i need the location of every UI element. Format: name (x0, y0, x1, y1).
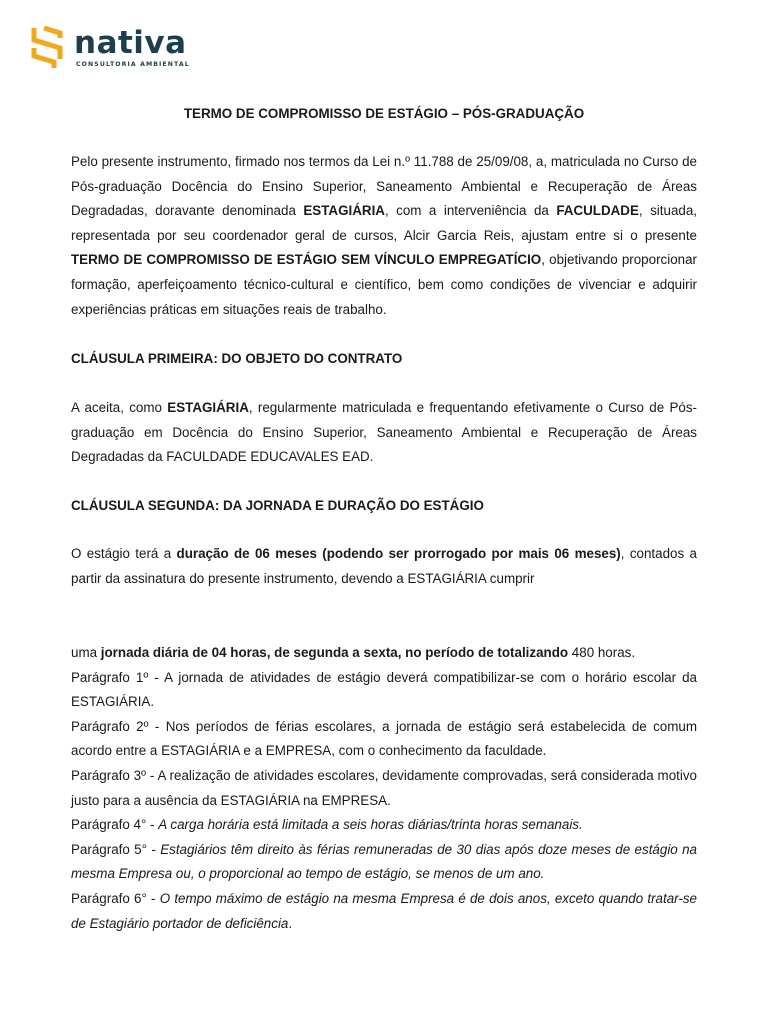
logo-subtitle: CONSULTORIA AMBIENTAL (76, 61, 190, 68)
paragraph-2-label: Parágrafo 2º - (71, 718, 166, 734)
paragraph-1 (71, 666, 697, 715)
clause1-bold-1: ESTAGIÁRIA (167, 400, 249, 415)
paragraph-6-label: Parágrafo 6° - (71, 890, 160, 906)
intro-text-3: , situada, representada por seu coordenador geral de cursos, Alcir Garcia Reis, ajustam entre si o presente (71, 203, 698, 243)
continuation-bold-1: jornada diária de 04 horas, de segunda a sexta, no período de totalizando (100, 645, 569, 660)
paragraph-4 (71, 813, 697, 838)
paragraph-5-label: Parágrafo 5° - (71, 841, 161, 857)
clause1-paragraph (71, 396, 697, 470)
paragraph-4-text: A carga horária está limitada a seis horas diárias/trinta horas semanais. (158, 817, 583, 833)
clause2-text-1: O estágio terá a (71, 546, 177, 561)
paragraph-5-text: Estagiários têm direito às férias remuneradas de 30 dias após doze meses de estágio na mesma Empresa ou, o proporcional ao tempo de estágio, se menos de um ano. (71, 841, 697, 882)
paragraph-6-text: O tempo máximo de estágio na mesma Empresa é de dois anos, exceto quando tratar-se de Estagiário portador de deficiência (71, 890, 697, 931)
paragraph-2-text: Nos períodos de férias escolares, a jornada de estágio será estabelecida de comum acordo entre a ESTAGIÁRIA e a EMPRESA, com o conhecimento da faculdade. (71, 718, 697, 759)
clause2-heading: CLÁUSULA SEGUNDA: DA JORNADA E DURAÇÃO DO ESTÁGIO (71, 498, 484, 513)
intro-text-4: , objetivando proporcionar formação, aperfeiçoamento técnico-cultural e científico, bem como condições de vivenciar e adquirir experiências práticas em situações reais de trabalho. (71, 252, 698, 317)
paragraph-3-label: Parágrafo 3º - (71, 767, 158, 783)
clause1-text-2: , regularmente matriculada e frequentando efetivamente o Curso de Pós-graduação em Docência do Ensino Superior, Saneamento Ambiental e Recuperação de Áreas Degradadas da FACULDADE EDUCAVALES EAD. (71, 400, 697, 465)
paragraph-2 (71, 715, 697, 764)
paragraph-5 (71, 838, 697, 887)
continuation-text-1: uma (71, 645, 101, 660)
clause2-text-2: , contados a partir da assinatura do presente instrumento, devendo a ESTAGIÁRIA cumprir (71, 546, 697, 586)
logo-name: nativa (74, 25, 187, 61)
continuation-block (71, 641, 697, 936)
intro-paragraph (71, 150, 697, 322)
intro-bold-3: TERMO DE COMPROMISSO DE ESTÁGIO SEM VÍNCULO EMPREGATÍCIO (71, 252, 542, 268)
paragraph-4-label: Parágrafo 4° - (71, 817, 159, 833)
intro-bold-1: ESTAGIÁRIA (303, 203, 385, 219)
document-title: TERMO DE COMPROMISSO DE ESTÁGIO – PÓS-GRADUAÇÃO (183, 106, 585, 121)
clause1-text-1: A aceita, como (71, 400, 168, 415)
intro-text-1: Pelo presente instrumento, firmado nos termos da Lei n.º 11.788 de 25/09/08, a, matriculada no Curso de Pós-graduação Docência do Ensino Superior, Saneamento Ambiental e Recuperação de Áreas Degradadas, doravante denominada (71, 154, 697, 219)
paragraph-1-text: A jornada de atividades de estágio deverá compatibilizar-se com o horário escolar da ESTAGIÁRIA. (71, 669, 697, 710)
intro-bold-2: FACULDADE (556, 203, 639, 219)
paragraph-1-label: Parágrafo 1º - (71, 669, 165, 685)
intro-text-2: , com a interveniência da (384, 203, 557, 219)
paragraph-6 (71, 887, 697, 936)
company-logo (30, 26, 190, 70)
clause1-heading: CLÁUSULA PRIMEIRA: DO OBJETO DO CONTRATO (71, 351, 403, 366)
clause2-bold-1: duração de 06 meses (podendo ser prorrogado por mais 06 meses) (176, 546, 621, 561)
paragraph-6-suffix: . (288, 915, 293, 931)
paragraph-3-text: A realização de atividades escolares, devidamente comprovadas, será considerada motivo justo para a ausência da ESTAGIÁRIA na EMPRESA. (71, 767, 697, 808)
continuation-text-2: 480 horas. (568, 645, 636, 660)
nativa-mark-icon (30, 26, 68, 70)
clause2-paragraph (71, 542, 697, 591)
paragraph-3 (71, 764, 697, 813)
